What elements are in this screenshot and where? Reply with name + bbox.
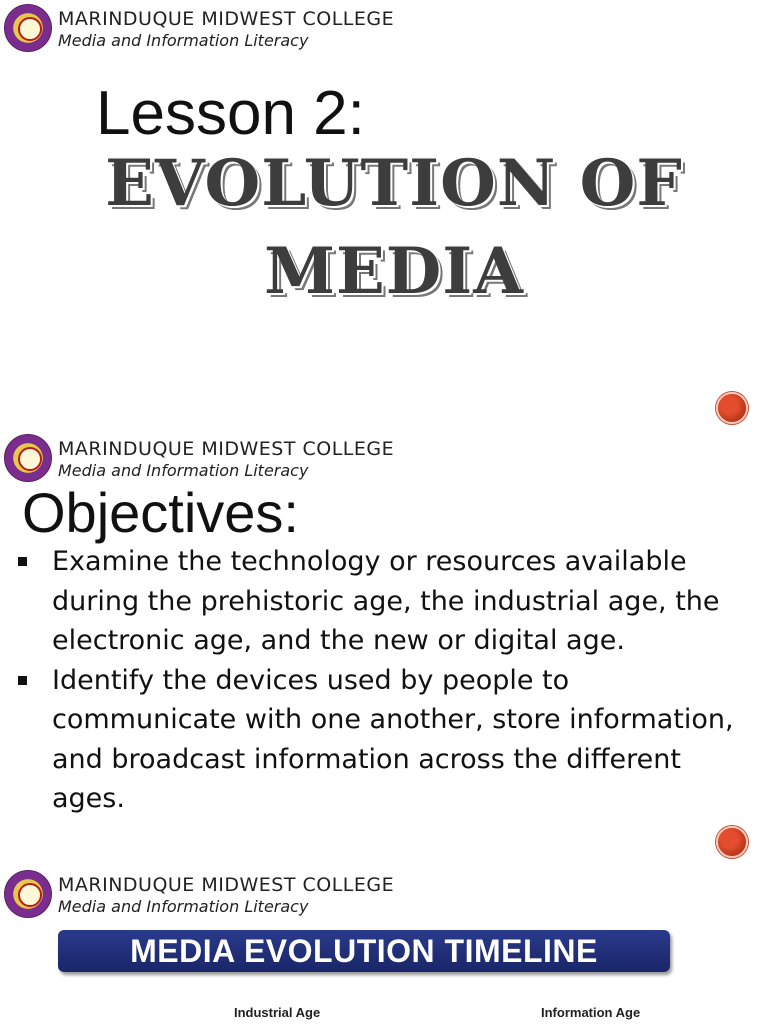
subject-name: Media and Information Literacy — [58, 461, 309, 480]
age-label-information: Information Age — [541, 1005, 641, 1020]
lesson-title: EVOLUTION OF MEDIA — [105, 146, 683, 309]
slide-timeline — [0, 866, 768, 1024]
subject-name: Media and Information Literacy — [58, 31, 309, 50]
subject-name: Media and Information Literacy — [58, 897, 309, 916]
college-seal-icon — [4, 870, 52, 918]
college-seal-icon — [4, 4, 52, 52]
college-name: MARINDUQUE MIDWEST COLLEGE — [58, 438, 395, 460]
objectives-title: Objectives: — [22, 481, 299, 544]
slide-marker-icon — [716, 826, 748, 858]
objective-item: Identify the devices used by people to communicate with one another, store information, and broadcast information across the different ages. — [18, 661, 748, 819]
slide-header — [4, 434, 504, 484]
lesson-number: Lesson 2: — [96, 79, 365, 148]
slide-marker-icon — [716, 392, 748, 424]
college-seal-icon — [4, 434, 52, 482]
age-label-industrial: Industrial Age — [234, 1005, 321, 1020]
college-name: MARINDUQUE MIDWEST COLLEGE — [58, 8, 395, 30]
slide-lesson-title — [0, 0, 768, 430]
slide-header — [4, 870, 504, 920]
college-name: MARINDUQUE MIDWEST COLLEGE — [58, 874, 395, 896]
timeline-banner: MEDIA EVOLUTION TIMELINE — [58, 930, 670, 972]
objective-item: Examine the technology or resources available during the prehistoric age, the industrial age, the electronic age, and the new or digital age. — [18, 542, 748, 661]
slide-objectives — [0, 430, 768, 866]
objectives-list — [18, 542, 748, 819]
slide-header — [4, 4, 504, 54]
